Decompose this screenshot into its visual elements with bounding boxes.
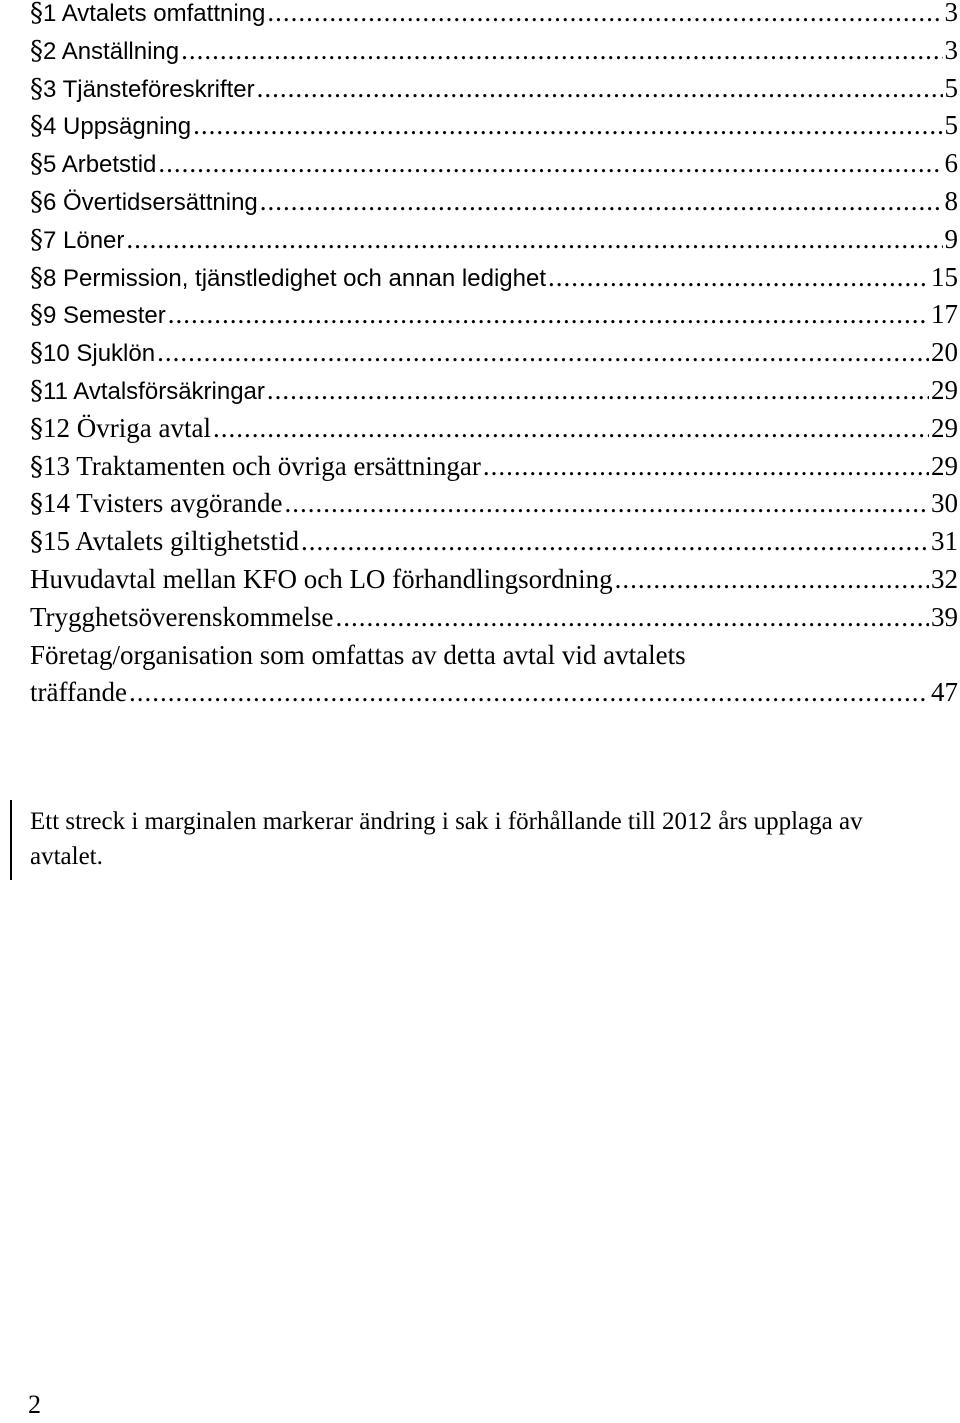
toc-item-page: 15	[931, 261, 958, 292]
toc-item-label: Trygghetsöverenskommelse	[30, 601, 334, 632]
toc-item-page: 6	[944, 148, 958, 179]
toc-leader	[257, 70, 943, 108]
section-sign-icon: §	[30, 489, 43, 520]
toc-item-label: 7 Löner	[43, 226, 125, 254]
toc-leader	[126, 221, 942, 259]
toc-leader	[193, 107, 942, 145]
toc-item-page: 9	[944, 223, 958, 254]
toc-item[interactable]	[30, 523, 958, 561]
section-sign-icon: §	[30, 527, 43, 558]
toc-item-page: 30	[931, 488, 958, 519]
toc-leader	[615, 561, 929, 599]
toc-item[interactable]	[30, 221, 958, 259]
toc-item[interactable]	[30, 599, 958, 637]
toc-item-label: 10 Sjuklön	[43, 340, 156, 368]
toc-item[interactable]	[30, 296, 958, 334]
section-sign-icon: §	[30, 300, 43, 331]
toc-item[interactable]	[30, 0, 958, 32]
toc-item-label: 15 Avtalets giltighetstid	[43, 526, 299, 557]
table-of-contents	[30, 0, 958, 712]
section-sign-icon: §	[30, 186, 43, 217]
toc-item-label: 8 Permission, tjänstledighet och annan ledighet	[43, 264, 546, 292]
toc-item-label: 1 Avtalets omfattning	[43, 0, 266, 27]
toc-leader	[157, 334, 929, 372]
section-sign-icon: §	[30, 262, 43, 293]
section-sign-icon: §	[30, 111, 43, 142]
toc-item-label: 12 Övriga avtal	[43, 412, 211, 443]
toc-item-page: 47	[931, 677, 958, 708]
toc-item[interactable]	[30, 561, 958, 599]
toc-item[interactable]	[30, 145, 958, 183]
toc-item-page: 3	[944, 34, 958, 65]
toc-item-label: 3 Tjänsteföreskrifter	[43, 75, 255, 103]
toc-leader	[301, 523, 929, 561]
toc-item[interactable]	[30, 107, 958, 145]
toc-item-label: 5 Arbetstid	[43, 151, 157, 179]
toc-item[interactable]	[30, 448, 958, 486]
toc-item-page: 29	[931, 450, 958, 481]
section-sign-icon: §	[30, 413, 43, 444]
toc-item[interactable]	[30, 32, 958, 70]
toc-item[interactable]	[30, 259, 958, 297]
toc-leader	[181, 32, 942, 70]
section-sign-icon: §	[30, 35, 43, 66]
toc-item-label: Huvudavtal mellan KFO och LO förhandlingsordning	[30, 563, 613, 594]
toc-item-page: 5	[944, 110, 958, 141]
section-sign-icon: §	[30, 149, 43, 180]
toc-item-page: 8	[944, 185, 958, 216]
toc-leader	[335, 599, 929, 637]
toc-item-page: 32	[931, 563, 958, 594]
toc-item-label: 11 Avtalsförsäkringar	[43, 377, 265, 405]
toc-leader	[267, 372, 929, 410]
toc-item[interactable]	[30, 410, 958, 448]
section-sign-icon: §	[30, 224, 43, 255]
toc-item-label-line1: Företag/organisation som omfattas av detta avtal vid avtalets	[30, 639, 686, 670]
toc-leader	[158, 145, 942, 183]
toc-item-label: 6 Övertidsersättning	[43, 188, 258, 216]
toc-leader	[548, 259, 929, 297]
toc-leader	[129, 674, 929, 712]
toc-item-label: 2 Anställning	[43, 37, 180, 65]
toc-leader	[483, 448, 929, 486]
section-sign-icon: §	[30, 338, 43, 369]
toc-item[interactable]	[30, 334, 958, 372]
toc-item-page: 29	[931, 412, 958, 443]
toc-leader	[168, 296, 929, 334]
toc-item-page: 31	[931, 526, 958, 557]
toc-item[interactable]	[30, 485, 958, 523]
toc-item-label: 13 Traktamenten och övriga ersättningar	[43, 450, 481, 481]
toc-item-page: 39	[931, 601, 958, 632]
toc-item-label: 9 Semester	[43, 302, 166, 330]
change-note: Ett streck i marginalen markerar ändring i sak i förhållande till 2012 års upplaga av avtalet.	[30, 808, 863, 870]
section-sign-icon: §	[30, 451, 43, 482]
toc-item-page: 5	[944, 72, 958, 103]
toc-item-multiline[interactable]	[30, 637, 958, 713]
toc-item-page: 20	[931, 337, 958, 368]
toc-leader	[267, 0, 942, 32]
section-sign-icon: §	[30, 375, 43, 406]
toc-item-label: 14 Tvisters avgörande	[43, 488, 283, 519]
page-number: 2	[28, 1390, 41, 1419]
toc-item[interactable]	[30, 70, 958, 108]
toc-item[interactable]	[30, 372, 958, 410]
section-sign-icon: §	[30, 0, 43, 28]
toc-item-label: 4 Uppsägning	[43, 113, 192, 141]
toc-item-label-line2: träffande	[30, 677, 127, 708]
toc-leader	[213, 410, 929, 448]
section-sign-icon: §	[30, 73, 43, 104]
toc-item[interactable]	[30, 183, 958, 221]
toc-item-page: 17	[931, 299, 958, 330]
toc-item-page: 29	[931, 374, 958, 405]
toc-leader	[260, 183, 943, 221]
toc-item-page: 3	[944, 0, 958, 27]
change-margin-bar	[10, 800, 12, 880]
toc-leader	[284, 485, 929, 523]
